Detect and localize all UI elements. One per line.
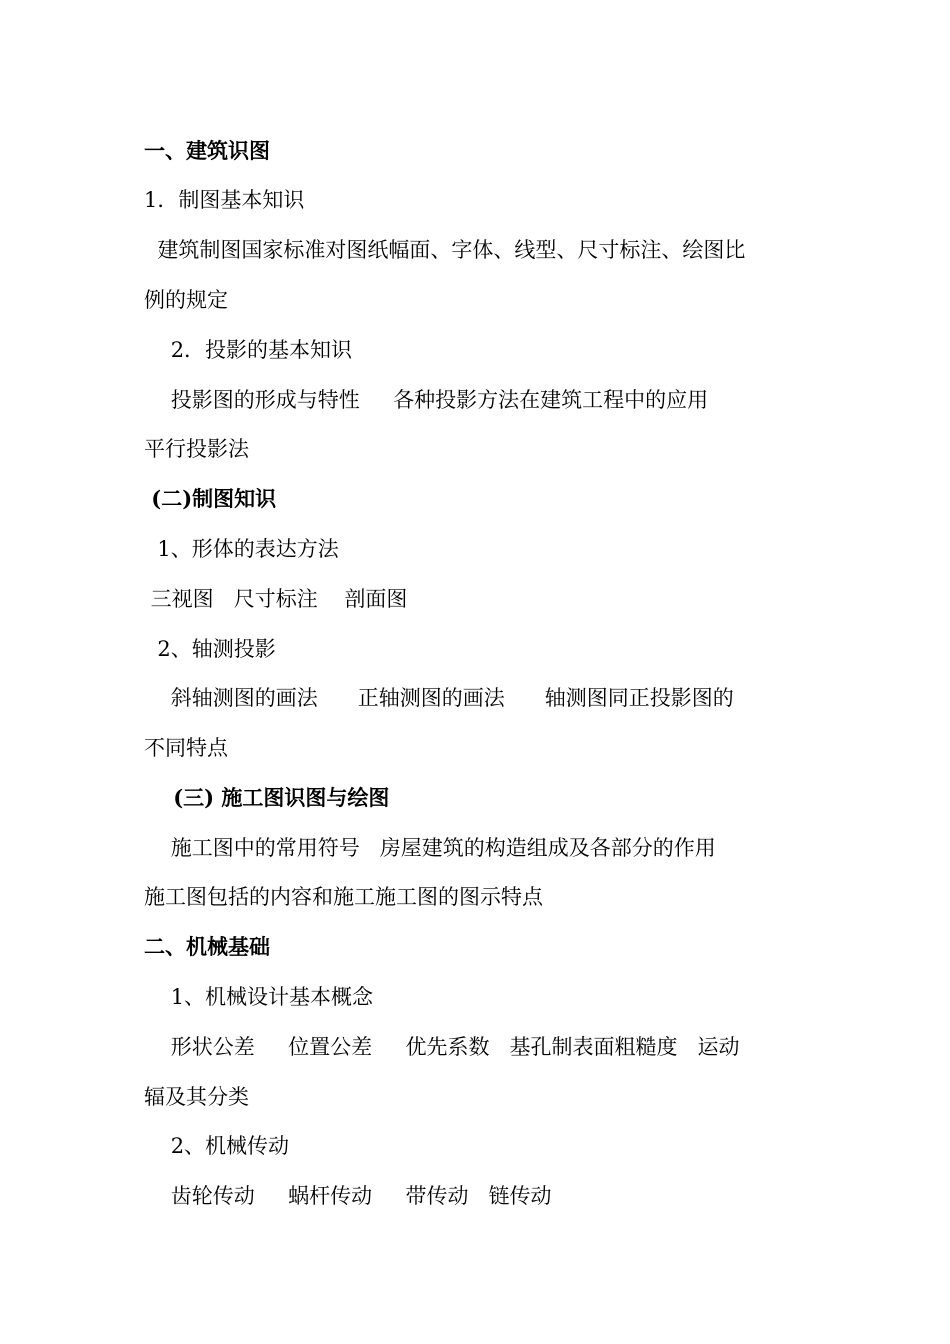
paragraph-line: 斜轴测图的画法 正轴测图的画法 轴测图同正投影图的	[144, 686, 734, 710]
paragraph-line: 形状公差 位置公差 优先系数 基孔制表面粗糙度 运动	[144, 1035, 740, 1059]
paragraph-line: 建筑制图国家标准对图纸幅面、字体、线型、尺寸标注、绘图比	[144, 238, 746, 262]
subsection-heading-drawing-knowledge: (二)制图知识	[144, 486, 277, 511]
paragraph-line: 投影图的形成与特性 各种投影方法在建筑工程中的应用	[144, 388, 709, 412]
subsection-heading-construction-drawings: (三) 施工图识图与绘图	[144, 785, 390, 810]
subheading-shape-expression: 1、形体的表达方法	[144, 537, 339, 561]
paragraph-line: 施工图中的常用符号 房屋建筑的构造组成及各部分的作用	[144, 836, 716, 860]
paragraph-line: 施工图包括的内容和施工施工图的图示特点	[144, 885, 543, 909]
subheading-axonometric: 2、轴测投影	[144, 637, 276, 661]
paragraph-line: 例的规定	[144, 288, 228, 312]
paragraph-line: 齿轮传动 蜗杆传动 带传动 链传动	[144, 1184, 552, 1208]
paragraph-line: 辐及其分类	[144, 1085, 249, 1109]
subheading-mechanical-transmission: 2、机械传动	[144, 1134, 290, 1158]
section-heading-architecture: 一、建筑识图	[144, 138, 270, 163]
subheading-projection: 2．投影的基本知识	[144, 338, 353, 362]
paragraph-line: 不同特点	[144, 736, 228, 760]
paragraph-line: 三视图 尺寸标注 剖面图	[144, 587, 408, 611]
section-heading-mechanical: 二、机械基础	[144, 934, 270, 959]
subheading-mechanical-design: 1、机械设计基本概念	[144, 985, 374, 1009]
paragraph-line: 平行投影法	[144, 437, 249, 461]
subheading-drawing-basics: 1．制图基本知识	[144, 188, 305, 212]
